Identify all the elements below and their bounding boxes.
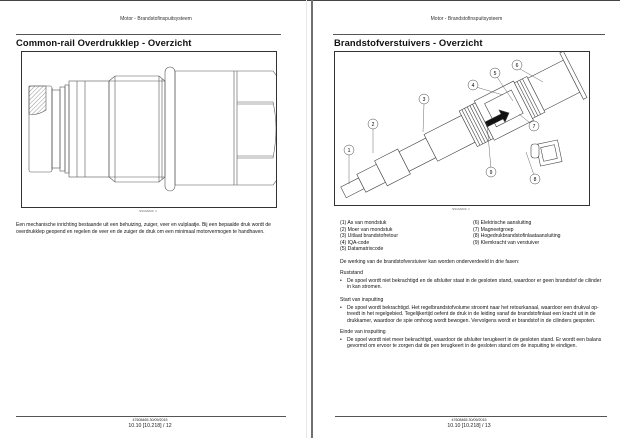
- bullet-line: in kan stromen.: [347, 284, 382, 291]
- callout-9: [486, 167, 496, 177]
- bullet-line: drukkamer, waardoor de spie omhoog wordt bewogen. Vervolgens wordt er brandstof in de cilinders gespoten.: [347, 317, 596, 324]
- callout-2: [368, 119, 378, 129]
- callout-label: 2: [371, 121, 375, 128]
- callout-1: [344, 145, 354, 155]
- header-rule: [16, 34, 281, 35]
- parts-legend: [340, 220, 610, 255]
- phase-bullet-end: [340, 337, 610, 351]
- phase-bullet-rest: [340, 278, 610, 292]
- page-edge: [306, 0, 307, 438]
- header-rule: [333, 34, 605, 35]
- page-footer: [0, 418, 300, 429]
- bullet-line: De spoel wordt bekrachtigd. Het regelbrandstofvolume stroomt naar het retourkanaal, waardoor een drukval op-: [347, 305, 599, 311]
- figure-fuel-injector: [334, 51, 590, 206]
- legend-item: (4) IQA-code: [340, 239, 370, 246]
- page-12: [0, 1, 312, 438]
- page-title: Brandstofverstuivers - Overzicht: [334, 37, 483, 48]
- figure-overpressure-valve: [21, 51, 277, 208]
- legend-item: (7) Magneetgroep: [473, 226, 514, 233]
- figure-number: 1: [468, 207, 470, 211]
- footer-rule: [335, 416, 607, 417]
- legend-item: (3) Uitlaat brandstofretour: [340, 233, 399, 240]
- callout-4: [468, 80, 478, 90]
- phase-heading-rest: Ruststand: [340, 270, 363, 276]
- callout-label: 3: [422, 96, 426, 103]
- legend-item: (9) Klemkracht van verstuiver: [473, 239, 540, 246]
- legend-column-right: [473, 220, 618, 246]
- figure-code: SS10A000: [139, 209, 154, 213]
- page-reference: 10.10 [10.218] / 13: [447, 423, 491, 429]
- figure-caption: [431, 207, 491, 211]
- legend-item: (8) Hogedrukbrandstofinlaataansluiting: [473, 233, 561, 240]
- legend-item: (5) Datamatrixcode: [340, 246, 384, 253]
- figure-code: SS10A000: [452, 207, 467, 211]
- bullet-line: De spoel wordt niet meer bekrachtigd, waardoor de afsluiter terugkeert in de gesloten stand. Er wordt een balans: [347, 337, 602, 343]
- legend-column-left: [340, 220, 485, 253]
- phase-bullet-start: [340, 305, 610, 325]
- bullet-line: treedt in het regelgebied. Tegelijkertijd oefent de druk in de leiding vanaf de brandstofinlaat een kracht uit in de: [347, 311, 596, 318]
- page-title: Common-rail Overdrukklep - Overzicht: [16, 37, 192, 48]
- phase-heading-end: Einde van inspuiting: [340, 329, 386, 335]
- callout-label: 5: [493, 70, 497, 77]
- valve-description: Een mechanische inrichting bestaande uit een behuizing, zuiger, veer en vulplaatje. Bij een bepaalde druk wordt de overdrukklep geopend en regelen de veer en de zuiger de druk om een minimaal motorvermogen te handhaven.: [16, 222, 271, 235]
- callout-3: [419, 94, 429, 104]
- phase-heading-start: Start van inspuiting: [340, 297, 384, 303]
- callout-8: [530, 174, 540, 184]
- callout-7: [529, 121, 539, 131]
- page-footer: [319, 418, 619, 429]
- page-reference: 10.10 [10.218] / 12: [128, 423, 172, 429]
- intro-text: De werking van de brandstofverstuiver kan worden onderverdeeld in drie fasen:: [340, 259, 520, 265]
- doc-code: 47608465 30/09/2015: [451, 418, 487, 422]
- page-13: [313, 1, 620, 438]
- valve-drawing: [22, 52, 276, 207]
- bullet-glyph: •: [340, 278, 342, 284]
- legend-item: (1) As van mondstuk: [340, 220, 387, 226]
- bullet-line: gevormd om ervoor te zorgen dat de pen terugkeert in de gesloten stand om de inspuiting te eindigen.: [347, 343, 577, 350]
- injector-drawing: [335, 52, 589, 205]
- figure-number: 1: [155, 209, 157, 213]
- callout-label: 4: [471, 82, 475, 89]
- callout-label: 8: [533, 176, 537, 183]
- running-header: Motor - Brandstofinspuitsysteem: [120, 16, 192, 22]
- callout-label: 6: [515, 62, 519, 69]
- callout-5: [490, 68, 500, 78]
- legend-item: (6) Elektrische aansluiting: [473, 220, 532, 226]
- bullet-line: De spoel wordt niet bekrachtigd en de afsluiter staat in de gesloten stand, waardoor er geen brandstof de cilinder: [347, 278, 602, 284]
- callout-6: [512, 60, 522, 70]
- bullet-glyph: •: [340, 305, 342, 311]
- doc-code: 47608465 30/09/2015: [132, 418, 168, 422]
- figure-caption: [118, 209, 178, 213]
- legend-item: (2) Moer van mondstuk: [340, 226, 393, 233]
- callout-label: 1: [347, 147, 351, 154]
- running-header: Motor - Brandstofinspuitsysteem: [430, 16, 503, 22]
- callout-label: 7: [532, 123, 536, 130]
- footer-rule: [16, 416, 286, 417]
- bullet-glyph: •: [340, 337, 342, 343]
- callout-label: 9: [489, 169, 493, 176]
